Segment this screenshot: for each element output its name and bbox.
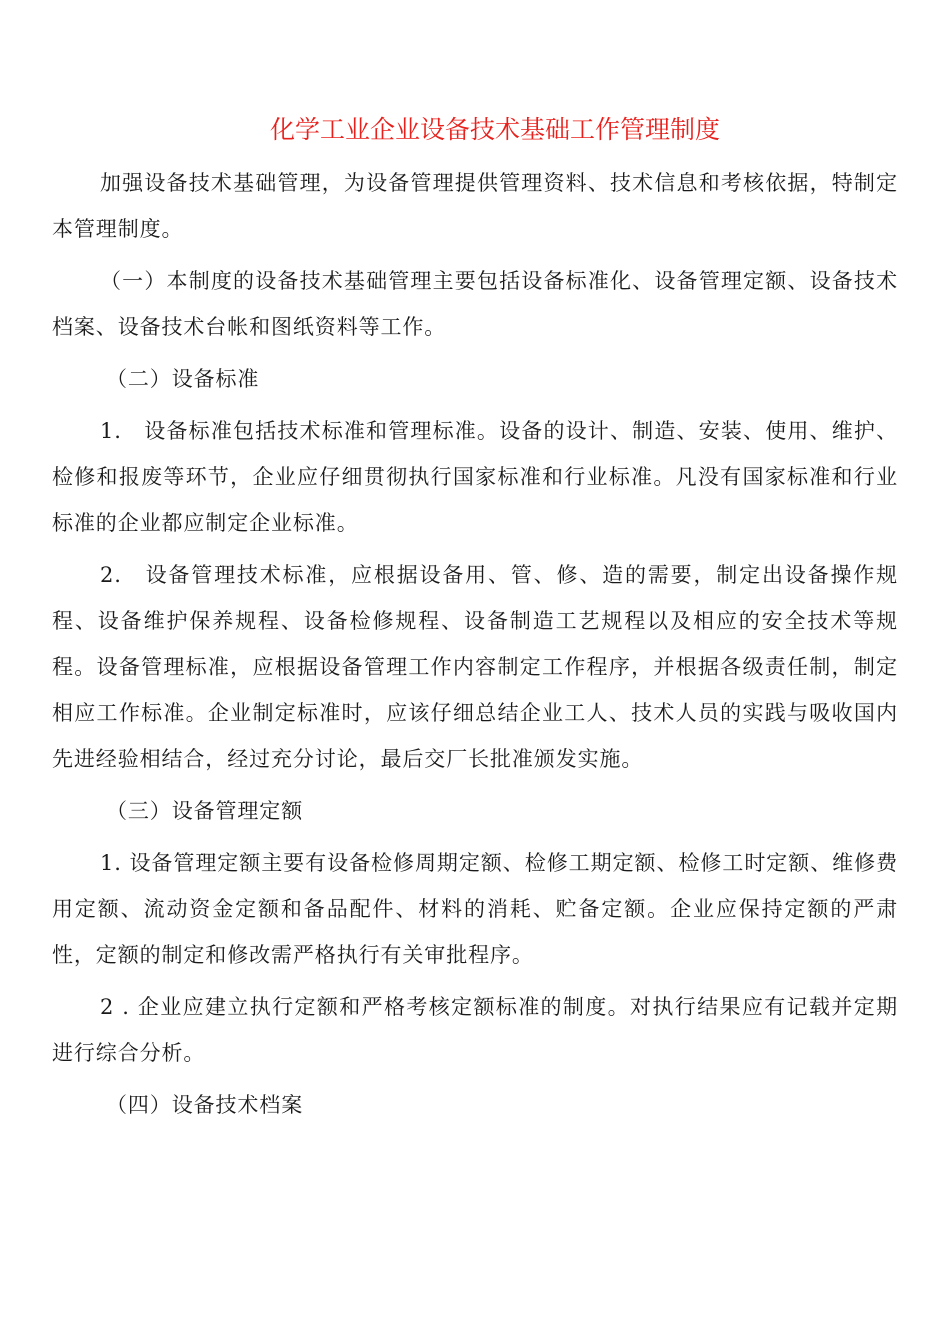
section2-item1: 1. 设备标准包括技术标准和管理标准。设备的设计、制造、安装、使用、维护、检修和报废等环节，企业应仔细贯彻执行国家标准和行业标准。凡没有国家标准和行业标准的企业都应制定企业标准。 <box>52 419 898 535</box>
section3-heading: （三）设备管理定额 <box>106 799 304 823</box>
section3-item2: 2 . 企业应建立执行定额和严格考核定额标准的制度。对执行结果应有记载并定期进行综合分析。 <box>52 995 898 1065</box>
section4-heading: （四）设备技术档案 <box>106 1093 304 1117</box>
section3-item1: 1. 设备管理定额主要有设备检修周期定额、检修工期定额、检修工时定额、维修费用定额、流动资金定额和备品配件、材料的消耗、贮备定额。企业应保持定额的严肃性，定额的制定和修改需严格执行有关审批程序。 <box>52 851 898 967</box>
document-page <box>52 110 898 1134</box>
section2-heading: （二）设备标准 <box>106 367 260 391</box>
section1-paragraph: （一）本制度的设备技术基础管理主要包括设备标准化、设备管理定额、设备技术档案、设备技术台帐和图纸资料等工作。 <box>52 269 898 339</box>
section2-item2: 2. 设备管理技术标准，应根据设备用、管、修、造的需要，制定出设备操作规程、设备维护保养规程、设备检修规程、设备制造工艺规程以及相应的安全技术等规程。设备管理标准，应根据设备管理工作内容制定工作程序，并根据各级责任制，制定相应工作标准。企业制定标准时，应该仔细总结企业工人、技术人员的实践与吸收国内先进经验相结合，经过充分讨论，最后交厂长批准颁发实施。 <box>52 563 898 771</box>
intro-paragraph: 加强设备技术基础管理，为设备管理提供管理资料、技术信息和考核依据，特制定本管理制度。 <box>52 171 898 241</box>
document-title: 化学工业企业设备技术基础工作管理制度 <box>269 115 720 144</box>
